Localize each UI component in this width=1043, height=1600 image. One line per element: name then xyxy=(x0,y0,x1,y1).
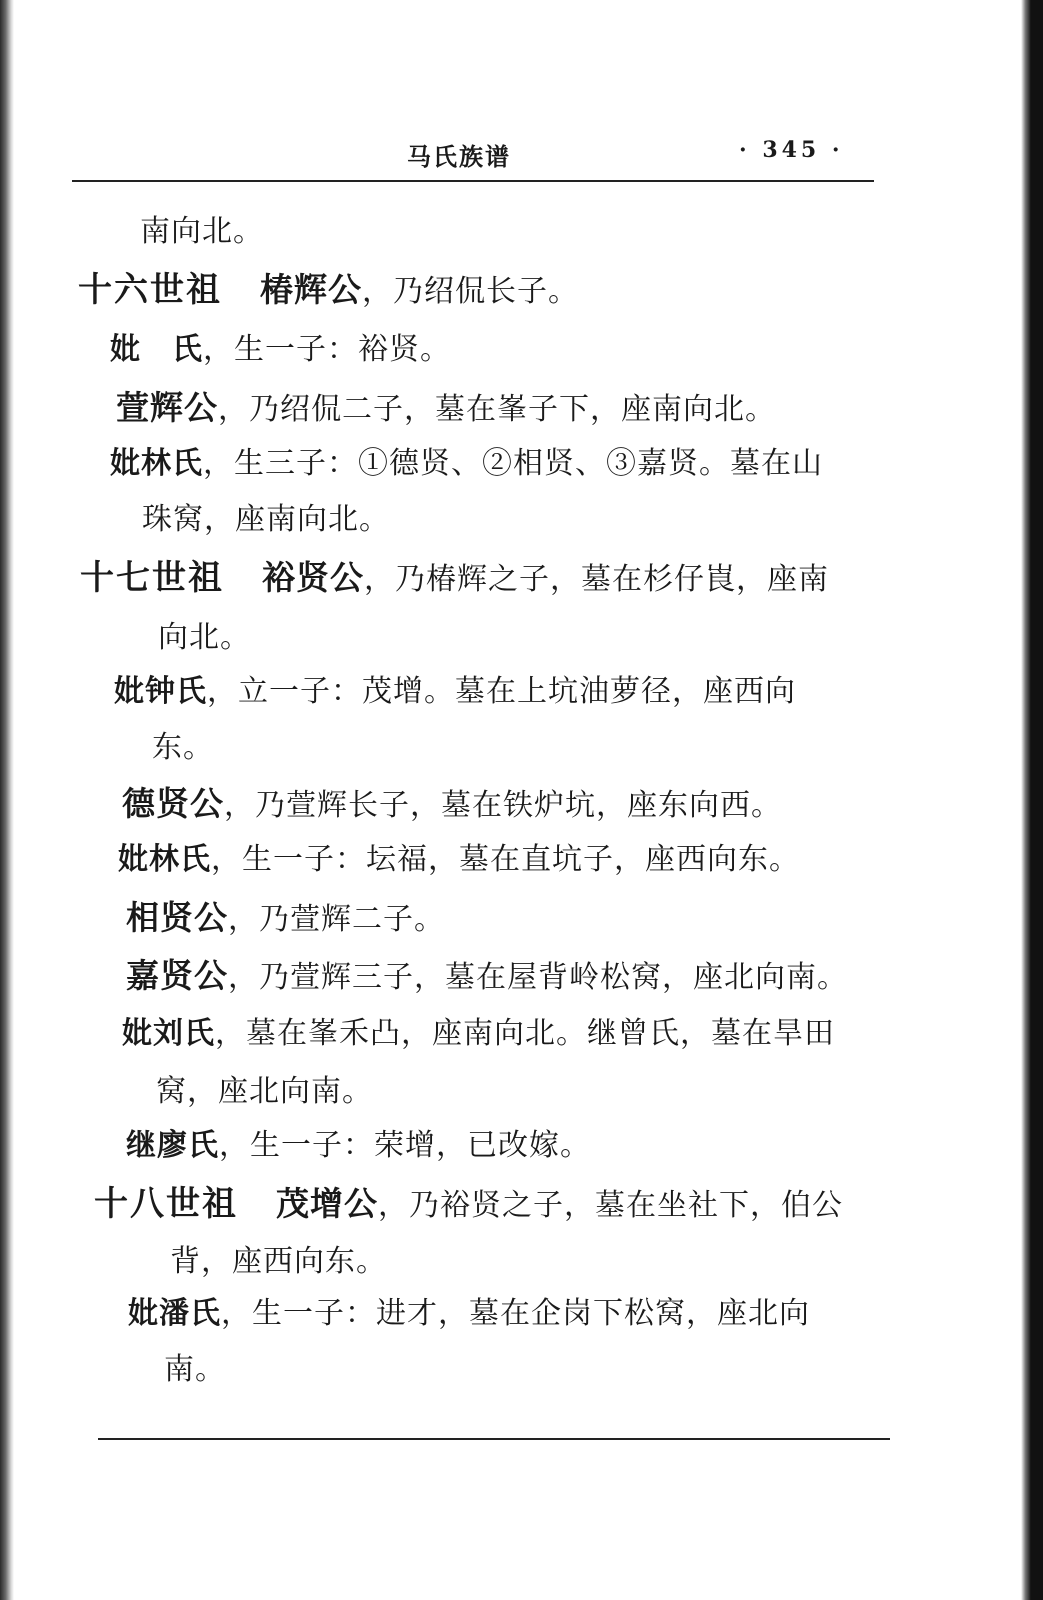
line-text: ，生一子：荣增，已改嫁。 xyxy=(219,1128,591,1163)
footer-rule xyxy=(98,1438,890,1440)
line-text: 向北。 xyxy=(158,620,251,655)
line-text: 东。 xyxy=(152,730,214,765)
spouse-line xyxy=(122,1014,835,1054)
spouse-line xyxy=(110,444,823,484)
spouse-name: 妣林氏 xyxy=(110,446,203,481)
ancestor-name: 萱辉公 xyxy=(116,388,218,427)
spouse-name: 妣 氏 xyxy=(110,332,203,367)
text-line xyxy=(140,212,264,252)
line-text: ，乃绍侃长子。 xyxy=(362,274,579,309)
scan-edge-right xyxy=(1021,0,1043,1600)
line-text: ，乃椿辉之子，墓在杉仔崀，座南 xyxy=(364,562,829,597)
spouse-name: 妣潘氏 xyxy=(128,1296,221,1331)
generation-line xyxy=(80,558,829,600)
line-text: 南向北。 xyxy=(140,214,264,249)
line-text: ，生一子：坛福，墓在直坑子，座西向东。 xyxy=(211,842,800,877)
line-text: ，生一子：裕贤。 xyxy=(203,332,451,367)
book-title: 马氏族谱 xyxy=(407,142,511,171)
line-text: 窝，座北向南。 xyxy=(156,1074,373,1109)
generation-line xyxy=(94,1184,843,1226)
ancestor-name: 相贤公 xyxy=(126,898,228,937)
header-rule xyxy=(72,180,874,182)
text-line xyxy=(156,1072,373,1112)
text-line xyxy=(170,1242,387,1282)
ancestor-name: 德贤公 xyxy=(122,784,224,823)
line-text: 背，座西向东。 xyxy=(170,1244,387,1279)
line-text: ，乃裕贤之子，墓在坐社下，伯公 xyxy=(378,1188,843,1223)
spouse-name: 继廖氏 xyxy=(126,1128,219,1163)
text-line xyxy=(142,500,390,540)
spouse-line xyxy=(128,1294,810,1334)
generation-line xyxy=(78,270,579,312)
page-header xyxy=(72,132,872,180)
generation-label: 十八世祖 xyxy=(94,1184,238,1224)
line-text: ，生三子：①德贤、②相贤、③嘉贤。墓在山 xyxy=(203,446,823,481)
line-text: ，乃萱辉三子，墓在屋背岭松窝，座北向南。 xyxy=(228,960,848,995)
spouse-name: 妣刘氏 xyxy=(122,1016,215,1051)
line-text: ，乃绍侃二子，墓在峯子下，座南向北。 xyxy=(218,392,776,427)
text-line xyxy=(158,618,251,658)
ancestor-line xyxy=(116,388,776,430)
spouse-name: 妣钟氏 xyxy=(114,674,207,709)
ancestor-line xyxy=(126,898,445,940)
ancestor-name: 茂增公 xyxy=(276,1184,378,1223)
spouse-line xyxy=(118,840,800,880)
line-text: ，乃萱辉长子，墓在铁炉坑，座东向西。 xyxy=(224,788,782,823)
text-line xyxy=(152,728,214,768)
line-text: 珠窝，座南向北。 xyxy=(142,502,390,537)
ancestor-name: 椿辉公 xyxy=(260,270,362,309)
spouse-line xyxy=(114,672,796,712)
generation-label: 十六世祖 xyxy=(78,270,222,310)
line-text: ，生一子：进才，墓在企岗下松窝，座北向 xyxy=(221,1296,810,1331)
line-text: 南。 xyxy=(164,1352,226,1387)
ancestor-line xyxy=(122,784,782,826)
line-text: ，立一子：茂增。墓在上坑油萝径，座西向 xyxy=(207,674,796,709)
line-text: ，墓在峯禾凸，座南向北。继曾氏，墓在旱田 xyxy=(215,1016,835,1051)
ancestor-name: 嘉贤公 xyxy=(126,956,228,995)
scan-edge-left xyxy=(0,0,14,1600)
spouse-line xyxy=(126,1126,591,1166)
spouse-line xyxy=(110,330,451,370)
text-line xyxy=(164,1350,226,1390)
spouse-name: 妣林氏 xyxy=(118,842,211,877)
generation-label: 十七世祖 xyxy=(80,558,224,598)
ancestor-line xyxy=(126,956,848,998)
line-text: ，乃萱辉二子。 xyxy=(228,902,445,937)
ancestor-name: 裕贤公 xyxy=(262,558,364,597)
page-number: · 345 · xyxy=(739,137,844,163)
